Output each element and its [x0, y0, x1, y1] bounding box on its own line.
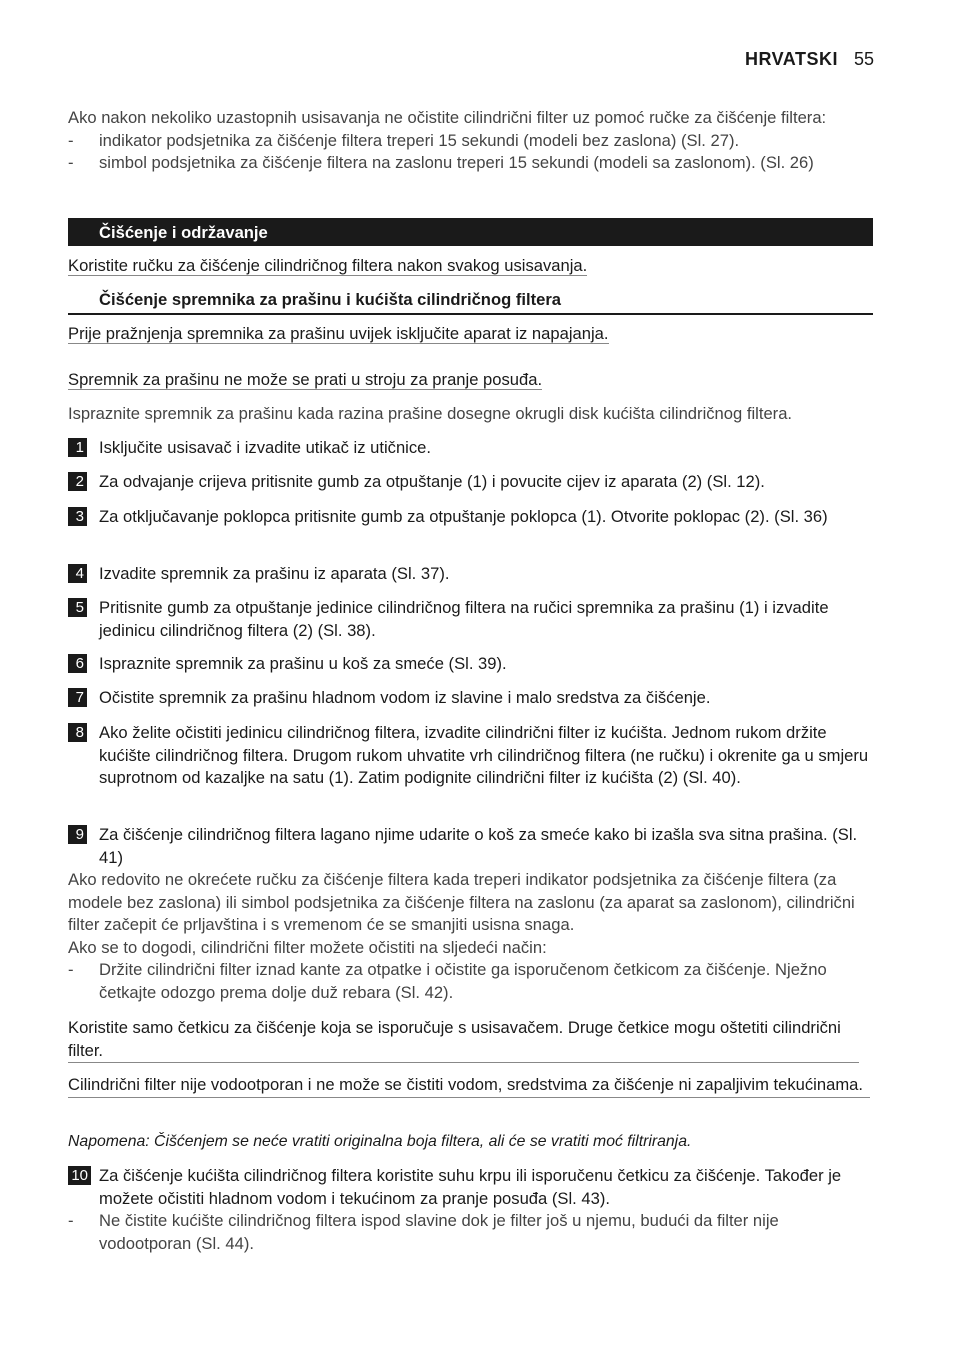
warning-block [68, 369, 873, 392]
list-item [68, 130, 873, 153]
step-number: 4 [68, 564, 87, 583]
step-text: Ispraznite spremnik za prašinu u koš za smeće (Sl. 39). [99, 654, 507, 673]
dash-bullet: - [68, 1211, 74, 1230]
step-number: 2 [68, 472, 87, 491]
dash-bullet: - [68, 130, 74, 150]
step-text: Izvadite spremnik za prašinu iz aparata (Sl. 37). [99, 564, 450, 583]
warning-text: Koristite samo četkicu za čišćenje koja se isporučuje s usisavačem. Druge četkice mogu oštetiti cilindrični filter. [68, 1017, 859, 1063]
note-text: Napomena: Čišćenjem se neće vratiti originalna boja filtera, ali će se vratiti moć filtriranja. [68, 1133, 692, 1150]
step-item [68, 824, 873, 869]
step-item [68, 506, 873, 529]
step-number: 7 [68, 688, 87, 707]
step-text: Za odvajanje crijeva pritisnite gumb za otpuštanje (1) i povucite cijev iz aparata (2) (Sl. 12). [99, 472, 765, 491]
step-number: 6 [68, 654, 87, 673]
step-item [68, 563, 873, 586]
step-text: Pritisnite gumb za otpuštanje jedinice cilindričnog filtera na ručici spremnika za prašinu (1) i izvadite jedinicu cilindričnog filtera (2) (Sl. 38). [99, 598, 829, 640]
step-text: Ako želite očistiti jedinicu cilindričnog filtera, izvadite cilindrični filter iz kućišta. Jednom rukom držite kućište cilindričnog filtera. Drugom rukom uhvatite vrh cilindričnog filtera (ne ručku) i okrenite ga u smjeru suprotnom od kazaljke na satu (1). Zatim podignite cilindrični filter iz kućišta (2) (Sl. 40). [99, 723, 869, 787]
list-item-text: indikator podsjetnika za čišćenje filtera treperi 15 sekundi (modeli bez zaslona) (Sl. 27). [99, 130, 740, 150]
step-text: Za čišćenje kućišta cilindričnog filtera koristite suhu krpu ili isporučenu četkicu za čišćenje. Također je možete očistiti hladnom vodom i tekućinom za pranje posuđa (Sl. 43). [99, 1166, 842, 1208]
warning-block [68, 1074, 873, 1098]
step-number: 8 [68, 723, 87, 742]
list-block [68, 1210, 873, 1255]
step-item [68, 653, 873, 676]
list-item [68, 152, 873, 175]
page-number: 55 [853, 49, 874, 69]
list-item [68, 1210, 873, 1255]
info-paragraph: Ako redovito ne okrećete ručku za čišćenje filtera kada treperi indikator podsjetnika za čišćenje filtera (za modele bez zaslona) ili simbol podsjetnika za čišćenje filtera na zaslonu (za aparat sa zaslonom), cilindrični filter začepit će prljavština i s vremenom će se smanjiti usisna snaga. [68, 870, 855, 934]
step-item [68, 471, 873, 494]
step-text: Za čišćenje cilindričnog filtera lagano njime udarite o koš za smeće kako bi izašla sva sitna prašina. (Sl. 41) [99, 825, 858, 867]
step-number: 1 [68, 438, 87, 457]
list-item [68, 959, 873, 1004]
warning-block [68, 1017, 873, 1063]
step-number: 9 [68, 825, 87, 844]
subsection-heading [68, 289, 873, 315]
info-block [68, 869, 873, 1004]
step-text: Za otključavanje poklopca pritisnite gumb za otpuštanje poklopca (1). Otvorite poklopac (2). (Sl. 36) [99, 507, 828, 526]
warning-block [68, 255, 873, 278]
page-header [745, 48, 874, 71]
step-item [68, 597, 873, 642]
step-text: Isključite usisavač i izvadite utikač iz utičnice. [99, 438, 432, 457]
intro-block [68, 107, 873, 175]
list-item-text: simbol podsjetnika za čišćenje filtera na zaslonu treperi 15 sekundi (modeli sa zaslonom). (Sl. 26) [99, 153, 814, 172]
step-item [68, 722, 873, 790]
step-item [68, 437, 873, 460]
dash-bullet: - [68, 960, 74, 979]
step-item [68, 1165, 873, 1210]
warning-text: Koristite ručku za čišćenje cilindričnog filtera nakon svakog usisavanja. [68, 256, 588, 275]
step-number: 3 [68, 507, 87, 526]
subsection-title: Čišćenje spremnika za prašinu i kućišta cilindričnog filtera [68, 289, 873, 315]
warning-block [68, 323, 873, 346]
section-heading: Čišćenje i održavanje [68, 218, 873, 246]
info-text: Ispraznite spremnik za prašinu kada razina prašine dosegne okrugli disk kućišta cilindričnog filtera. [68, 404, 793, 423]
step-text: Očistite spremnik za prašinu hladnom vodom iz slavine i malo sredstva za čišćenje. [99, 688, 711, 707]
language-label: HRVATSKI [744, 49, 838, 69]
warning-text: Cilindrični filter nije vodootporan i ne može se čistiti vodom, sredstvima za čišćenje ni zapaljivim tekućinama. [68, 1074, 870, 1098]
intro-text: Ako nakon nekoliko uzastopnih usisavanja ne očistite cilindrični filter uz pomoć ručke za čišćenje filtera: [68, 108, 827, 127]
dash-bullet: - [68, 153, 74, 172]
step-number: 10 [68, 1166, 91, 1185]
warning-text: Spremnik za prašinu ne može se prati u stroju za pranje posuđa. [68, 370, 543, 389]
list-item-text: Držite cilindrični filter iznad kante za otpatke i očistite ga isporučenom četkicom za čišćenje. Nježno četkajte odozgo prema dolje duž rebara (Sl. 42). [99, 960, 827, 1002]
step-item [68, 687, 873, 710]
list-item-text: Ne čistite kućište cilindričnog filtera ispod slavine dok je filter još u njemu, budući da filter nije vodootporan (Sl. 44). [99, 1211, 779, 1253]
step-number: 5 [68, 598, 87, 617]
info-paragraph: Ako se to dogodi, cilindrični filter možete očistiti na sljedeći način: [68, 937, 547, 957]
warning-text: Prije pražnjenja spremnika za prašinu uvijek isključite aparat iz napajanja. [68, 324, 609, 343]
